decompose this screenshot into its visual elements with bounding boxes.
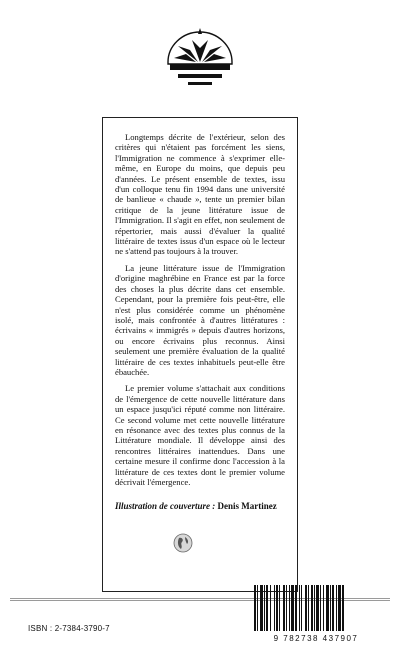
paragraph-3: Le premier volume s'attachait aux conditions de l'émergence de cette nouvelle littérature dans un espace jusqu'ici réputé comme non littéraire. Ce second volume met cette nouvelle littérature en résonance avec des textes plus connus de la Littérature mondiale. Il développe ainsi des rencontres littéraires inattendues. Dans une certaine mesure il confirme donc l'accession à la littérature de ces textes dont le premier volume décrivait l'émergence. xyxy=(115,383,285,487)
illustration-label: Illustration de couverture : xyxy=(115,501,216,512)
publisher-logo-icon xyxy=(158,28,242,98)
back-cover-text-box xyxy=(102,117,298,592)
globe-icon xyxy=(173,533,193,553)
barcode xyxy=(250,585,382,635)
barcode-number: 9 782738 437907 xyxy=(273,634,359,643)
illustrator-name: Denis Martinez xyxy=(217,501,277,512)
paragraph-2: La jeune littérature issue de l'Immigration d'origine maghrébine en France est par la force des choses la plus décrite dans cet ensemble. Cependant, pour la première fois peut-être, elle n'est plus considérée comme un phénomène isolé, mais confrontée à d'autres littératures : écrivains « immigrés » depuis d'autres horizons, ou encore écrivains plus reconnus. Ainsi seulement une première évaluation de la qualité littéraire de ces textes inhabituels peut-elle être ébauchée. xyxy=(115,262,285,377)
paragraph-1: Longtemps décrite de l'extérieur, selon des critères qui n'étaient pas forcément les siens, l'Immigration ne commence à s'exprimer elle-même, en Europe du moins, que depuis peu d'années. Le présent ensemble de textes, issu d'un colloque tenu fin 1994 dans une université de banlieue « chaude », tente un premier bilan critique de la jeune littérature issue de l'Immigration. Il s'agit en effet, non seulement de répertorier, mais aussi d'évaluer la qualité littéraire de textes issus d'un espace où le lecteur ne s'attend pas toujours à la trouver. xyxy=(115,132,285,257)
isbn-text: ISBN : 2-7384-3790-7 xyxy=(28,624,110,633)
illustration-credit xyxy=(115,501,285,512)
